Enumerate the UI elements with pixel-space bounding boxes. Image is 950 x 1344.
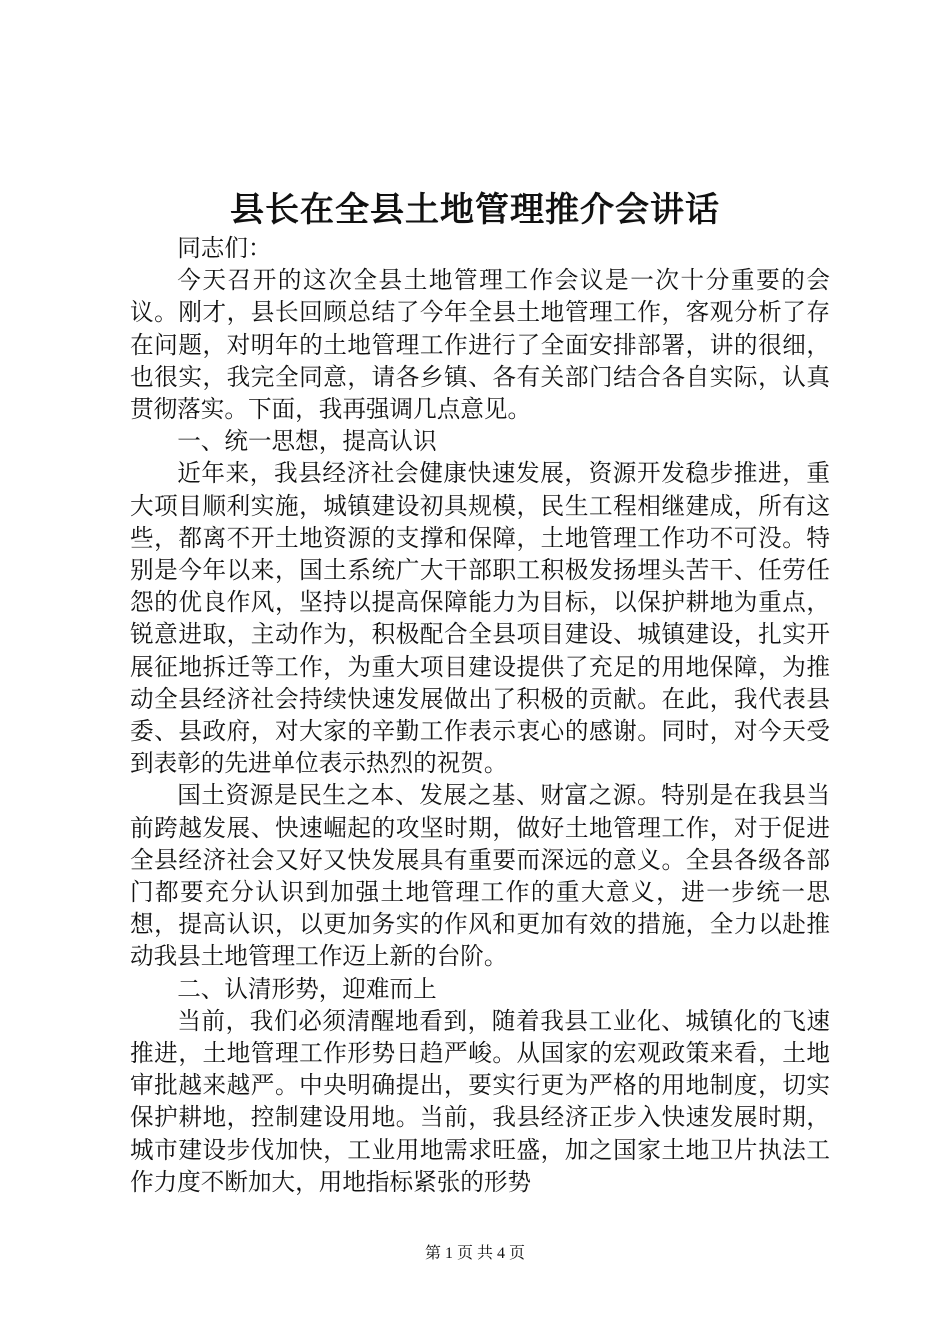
body-paragraph: 近年来，我县经济社会健康快速发展，资源开发稳步推进，重大项目顺利实施，城镇建设初具规模，民生工程相继建成，所有这些，都离不开土地资源的支撑和保障，土地管理工作功不可没。特别是今年以来，国土系统广大干部职工积极发扬埋头苦干、任劳任怨的优良作风，坚持以提高保障能力为目标，以保护耕地为重点，锐意进取，主动作为，积极配合全县项目建设、城镇建设，扎实开展征地拆迁等工作，为重大项目建设提供了充足的用地保障，为推动全县经济社会持续快速发展做出了积极的贡献。在此，我代表县委、县政府，对大家的辛勤工作表示衷心的感谢。同时，对今天受到表彰的先进单位表示热烈的祝贺。 (130, 459, 830, 778)
document-title: 县长在全县土地管理推介会讲话 (230, 190, 720, 230)
greeting-paragraph: 同志们： (177, 234, 272, 262)
document-body (130, 232, 830, 1198)
section-heading: 一、统一思想，提高认识 (177, 427, 437, 456)
body-paragraph: 当前，我们必须清醒地看到，随着我县工业化、城镇化的飞速推进，土地管理工作形势日趋严峻。从国家的宏观政策来看，土地审批越来越严。中央明确提出，要实行更为严格的用地制度，切实保护耕地，控制建设用地。当前，我县经济正步入快速发展时期，城市建设步伐加快，工业用地需求旺盛，加之国家土地卫片执法工作力度不断加大，用地指标紧张的形势 (130, 1006, 830, 1196)
page-footer: 第 1 页 共 4 页 (424, 1245, 525, 1262)
body-paragraph: 今天召开的这次全县土地管理工作会议是一次十分重要的会议。刚才，县长回顾总结了今年全县土地管理工作，客观分析了存在问题，对明年的土地管理工作进行了全面安排部署，讲的很细，也很实，我完全同意，请各乡镇、各有关部门结合各自实际，认真贯彻落实。下面，我再强调几点意见。 (130, 266, 830, 424)
section-heading: 二、认清形势，迎难而上 (177, 974, 437, 1003)
body-paragraph: 国土资源是民生之本、发展之基、财富之源。特别是在我县当前跨越发展、快速崛起的攻坚时期，做好土地管理工作，对于促进全县经济社会又好又快发展具有重要而深远的意义。全县各级各部门都要充分认识到加强土地管理工作的重大意义，进一步统一思想，提高认识，以更加务实的作风和更加有效的措施，全力以赴推动我县土地管理工作迈上新的台阶。 (130, 781, 830, 971)
